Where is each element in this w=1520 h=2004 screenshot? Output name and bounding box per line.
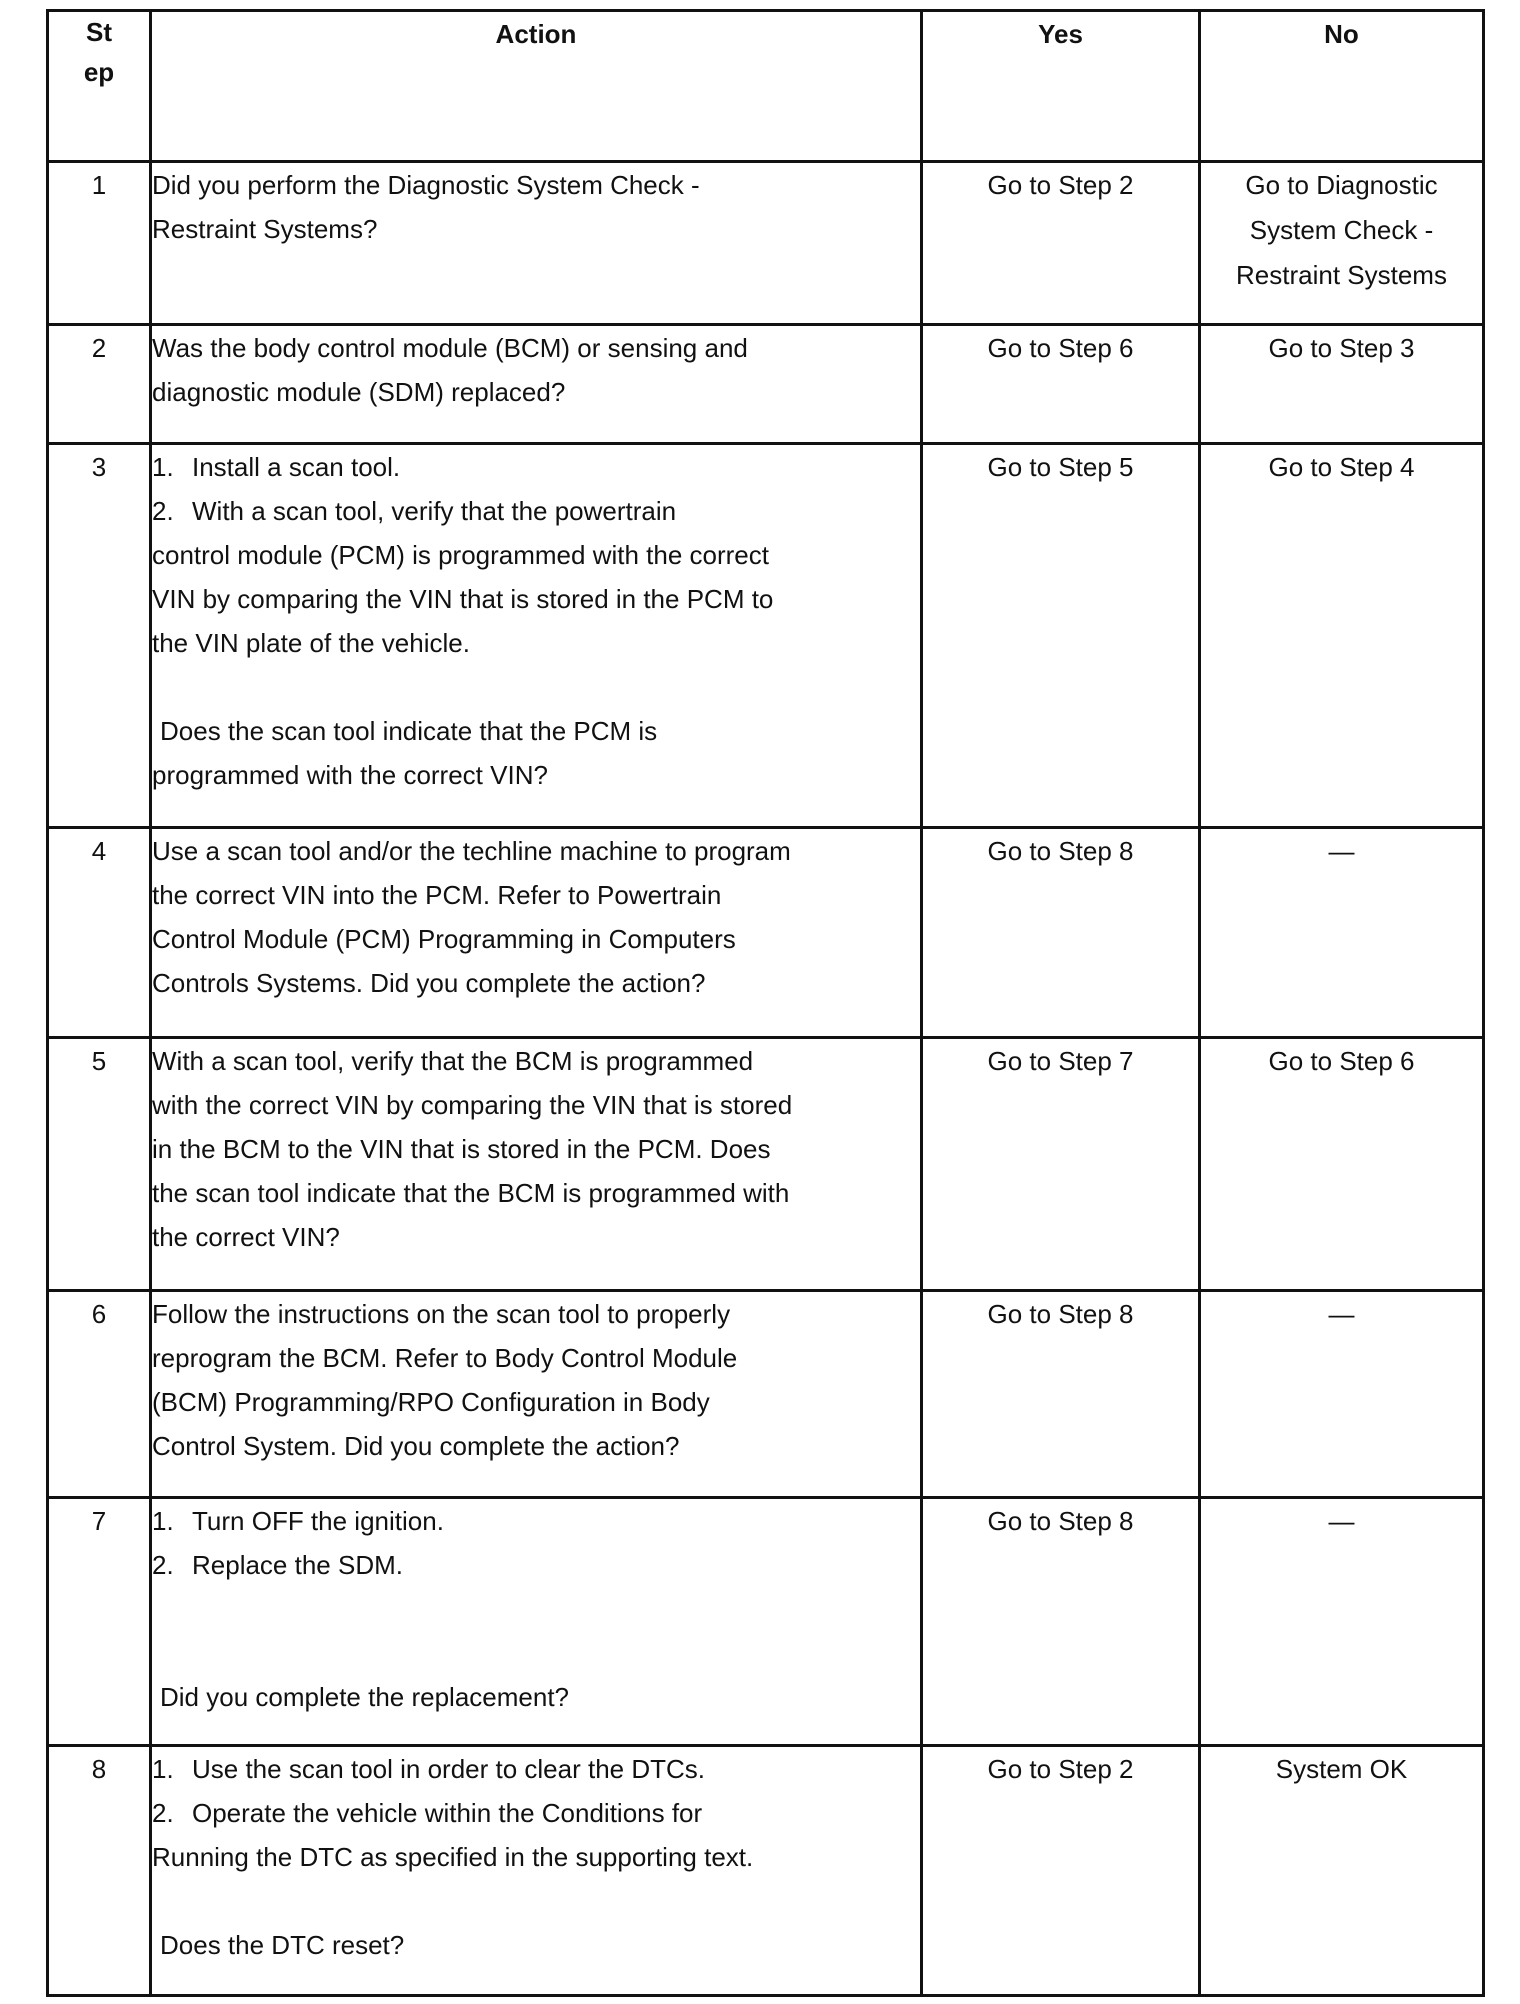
list-item-text: With a scan tool, verify that the powertrain: [192, 496, 677, 526]
list-item: 1. Install a scan tool.: [152, 452, 401, 482]
step-number: 4: [48, 828, 151, 1038]
header-step-top: St: [86, 17, 112, 47]
table-row: [48, 1498, 1484, 1746]
step-number: 1: [48, 162, 151, 325]
action-line: diagnostic module (SDM) replaced?: [152, 377, 566, 407]
action-line: the correct VIN into the PCM. Refer to Powertrain: [152, 880, 722, 910]
no-cell: System OK: [1200, 1746, 1484, 1996]
step-number: 6: [48, 1291, 151, 1498]
action-cell: [151, 1498, 922, 1746]
action-cell: [151, 162, 922, 325]
action-line: Use a scan tool and/or the techline machine to program: [152, 836, 791, 866]
action-line: control module (PCM) is programmed with the correct: [152, 540, 769, 570]
no-line: System Check -: [1249, 215, 1434, 245]
yes-cell: Go to Step 8: [922, 828, 1200, 1038]
no-cell: —: [1200, 1498, 1484, 1746]
list-item-text: Operate the vehicle within the Conditions for: [192, 1798, 703, 1828]
action-line: Did you perform the Diagnostic System Check -: [152, 170, 700, 200]
table-row: [48, 1746, 1484, 1996]
list-item: 1. Use the scan tool in order to clear the DTCs.: [152, 1754, 706, 1784]
action-line: Controls Systems. Did you complete the action?: [152, 968, 706, 998]
table-row: [48, 162, 1484, 325]
no-cell: —: [1200, 1291, 1484, 1498]
action-line: with the correct VIN by comparing the VIN that is stored: [152, 1090, 793, 1120]
table-row: [48, 1291, 1484, 1498]
step-number: 3: [48, 444, 151, 828]
action-line: Running the DTC as specified in the supporting text.: [152, 1842, 754, 1872]
header-step: [48, 11, 151, 162]
header-action: Action: [151, 11, 922, 162]
no-cell: Go to Step 3: [1200, 325, 1484, 444]
action-line: reprogram the BCM. Refer to Body Control Module: [152, 1343, 738, 1373]
no-cell: [1200, 162, 1484, 325]
list-item-text: Turn OFF the ignition.: [192, 1506, 444, 1536]
header-row: [48, 11, 1484, 162]
no-cell: —: [1200, 828, 1484, 1038]
action-line: the scan tool indicate that the BCM is programmed with: [152, 1178, 790, 1208]
table-row: [48, 444, 1484, 828]
diagnostic-table: [46, 9, 1485, 1997]
action-line: With a scan tool, verify that the BCM is programmed: [152, 1046, 754, 1076]
list-item-text: Use the scan tool in order to clear the DTCs.: [192, 1754, 706, 1784]
step-number: 5: [48, 1038, 151, 1291]
yes-cell: Go to Step 8: [922, 1498, 1200, 1746]
no-line: Restraint Systems: [1236, 260, 1447, 290]
question-line: programmed with the correct VIN?: [152, 760, 548, 790]
step-number: 8: [48, 1746, 151, 1996]
list-item: 2. Replace the SDM.: [152, 1550, 403, 1580]
yes-cell: Go to Step 6: [922, 325, 1200, 444]
action-line: the correct VIN?: [152, 1222, 340, 1252]
action-line: in the BCM to the VIN that is stored in the PCM. Does: [152, 1134, 771, 1164]
header-no: No: [1200, 11, 1484, 162]
header-step-bottom: ep: [83, 57, 115, 87]
action-line: Follow the instructions on the scan tool to properly: [152, 1299, 731, 1329]
step-number: 7: [48, 1498, 151, 1746]
action-cell: [151, 1291, 922, 1498]
question-line: Does the DTC reset?: [160, 1930, 405, 1960]
action-cell: [151, 1038, 922, 1291]
action-line: VIN by comparing the VIN that is stored in the PCM to: [152, 584, 774, 614]
action-cell: [151, 325, 922, 444]
yes-cell: Go to Step 7: [922, 1038, 1200, 1291]
list-item-text: Replace the SDM.: [192, 1550, 403, 1580]
step-number: 2: [48, 325, 151, 444]
table-row: [48, 1038, 1484, 1291]
header-yes: Yes: [922, 11, 1200, 162]
question-line: Did you complete the replacement?: [160, 1682, 570, 1712]
action-cell: [151, 828, 922, 1038]
table-row: [48, 828, 1484, 1038]
action-line: the VIN plate of the vehicle.: [152, 628, 470, 658]
action-line: Was the body control module (BCM) or sensing and: [152, 333, 748, 363]
action-line: (BCM) Programming/RPO Configuration in Body: [152, 1387, 710, 1417]
list-item: 2. With a scan tool, verify that the powertrain: [152, 496, 677, 526]
action-cell: [151, 444, 922, 828]
action-line: Control Module (PCM) Programming in Computers: [152, 924, 736, 954]
action-line: Restraint Systems?: [152, 214, 378, 244]
table-row: [48, 325, 1484, 444]
no-cell: Go to Step 4: [1200, 444, 1484, 828]
list-item: 1. Turn OFF the ignition.: [152, 1506, 444, 1536]
no-line: Go to Diagnostic: [1245, 170, 1438, 200]
question-line: Does the scan tool indicate that the PCM is: [160, 716, 658, 746]
yes-cell: Go to Step 2: [922, 1746, 1200, 1996]
yes-cell: Go to Step 5: [922, 444, 1200, 828]
action-line: Control System. Did you complete the action?: [152, 1431, 680, 1461]
yes-cell: Go to Step 2: [922, 162, 1200, 325]
list-item: 2. Operate the vehicle within the Conditions for: [152, 1798, 703, 1828]
list-item-text: Install a scan tool.: [192, 452, 401, 482]
action-cell: [151, 1746, 922, 1996]
no-cell: Go to Step 6: [1200, 1038, 1484, 1291]
yes-cell: Go to Step 8: [922, 1291, 1200, 1498]
